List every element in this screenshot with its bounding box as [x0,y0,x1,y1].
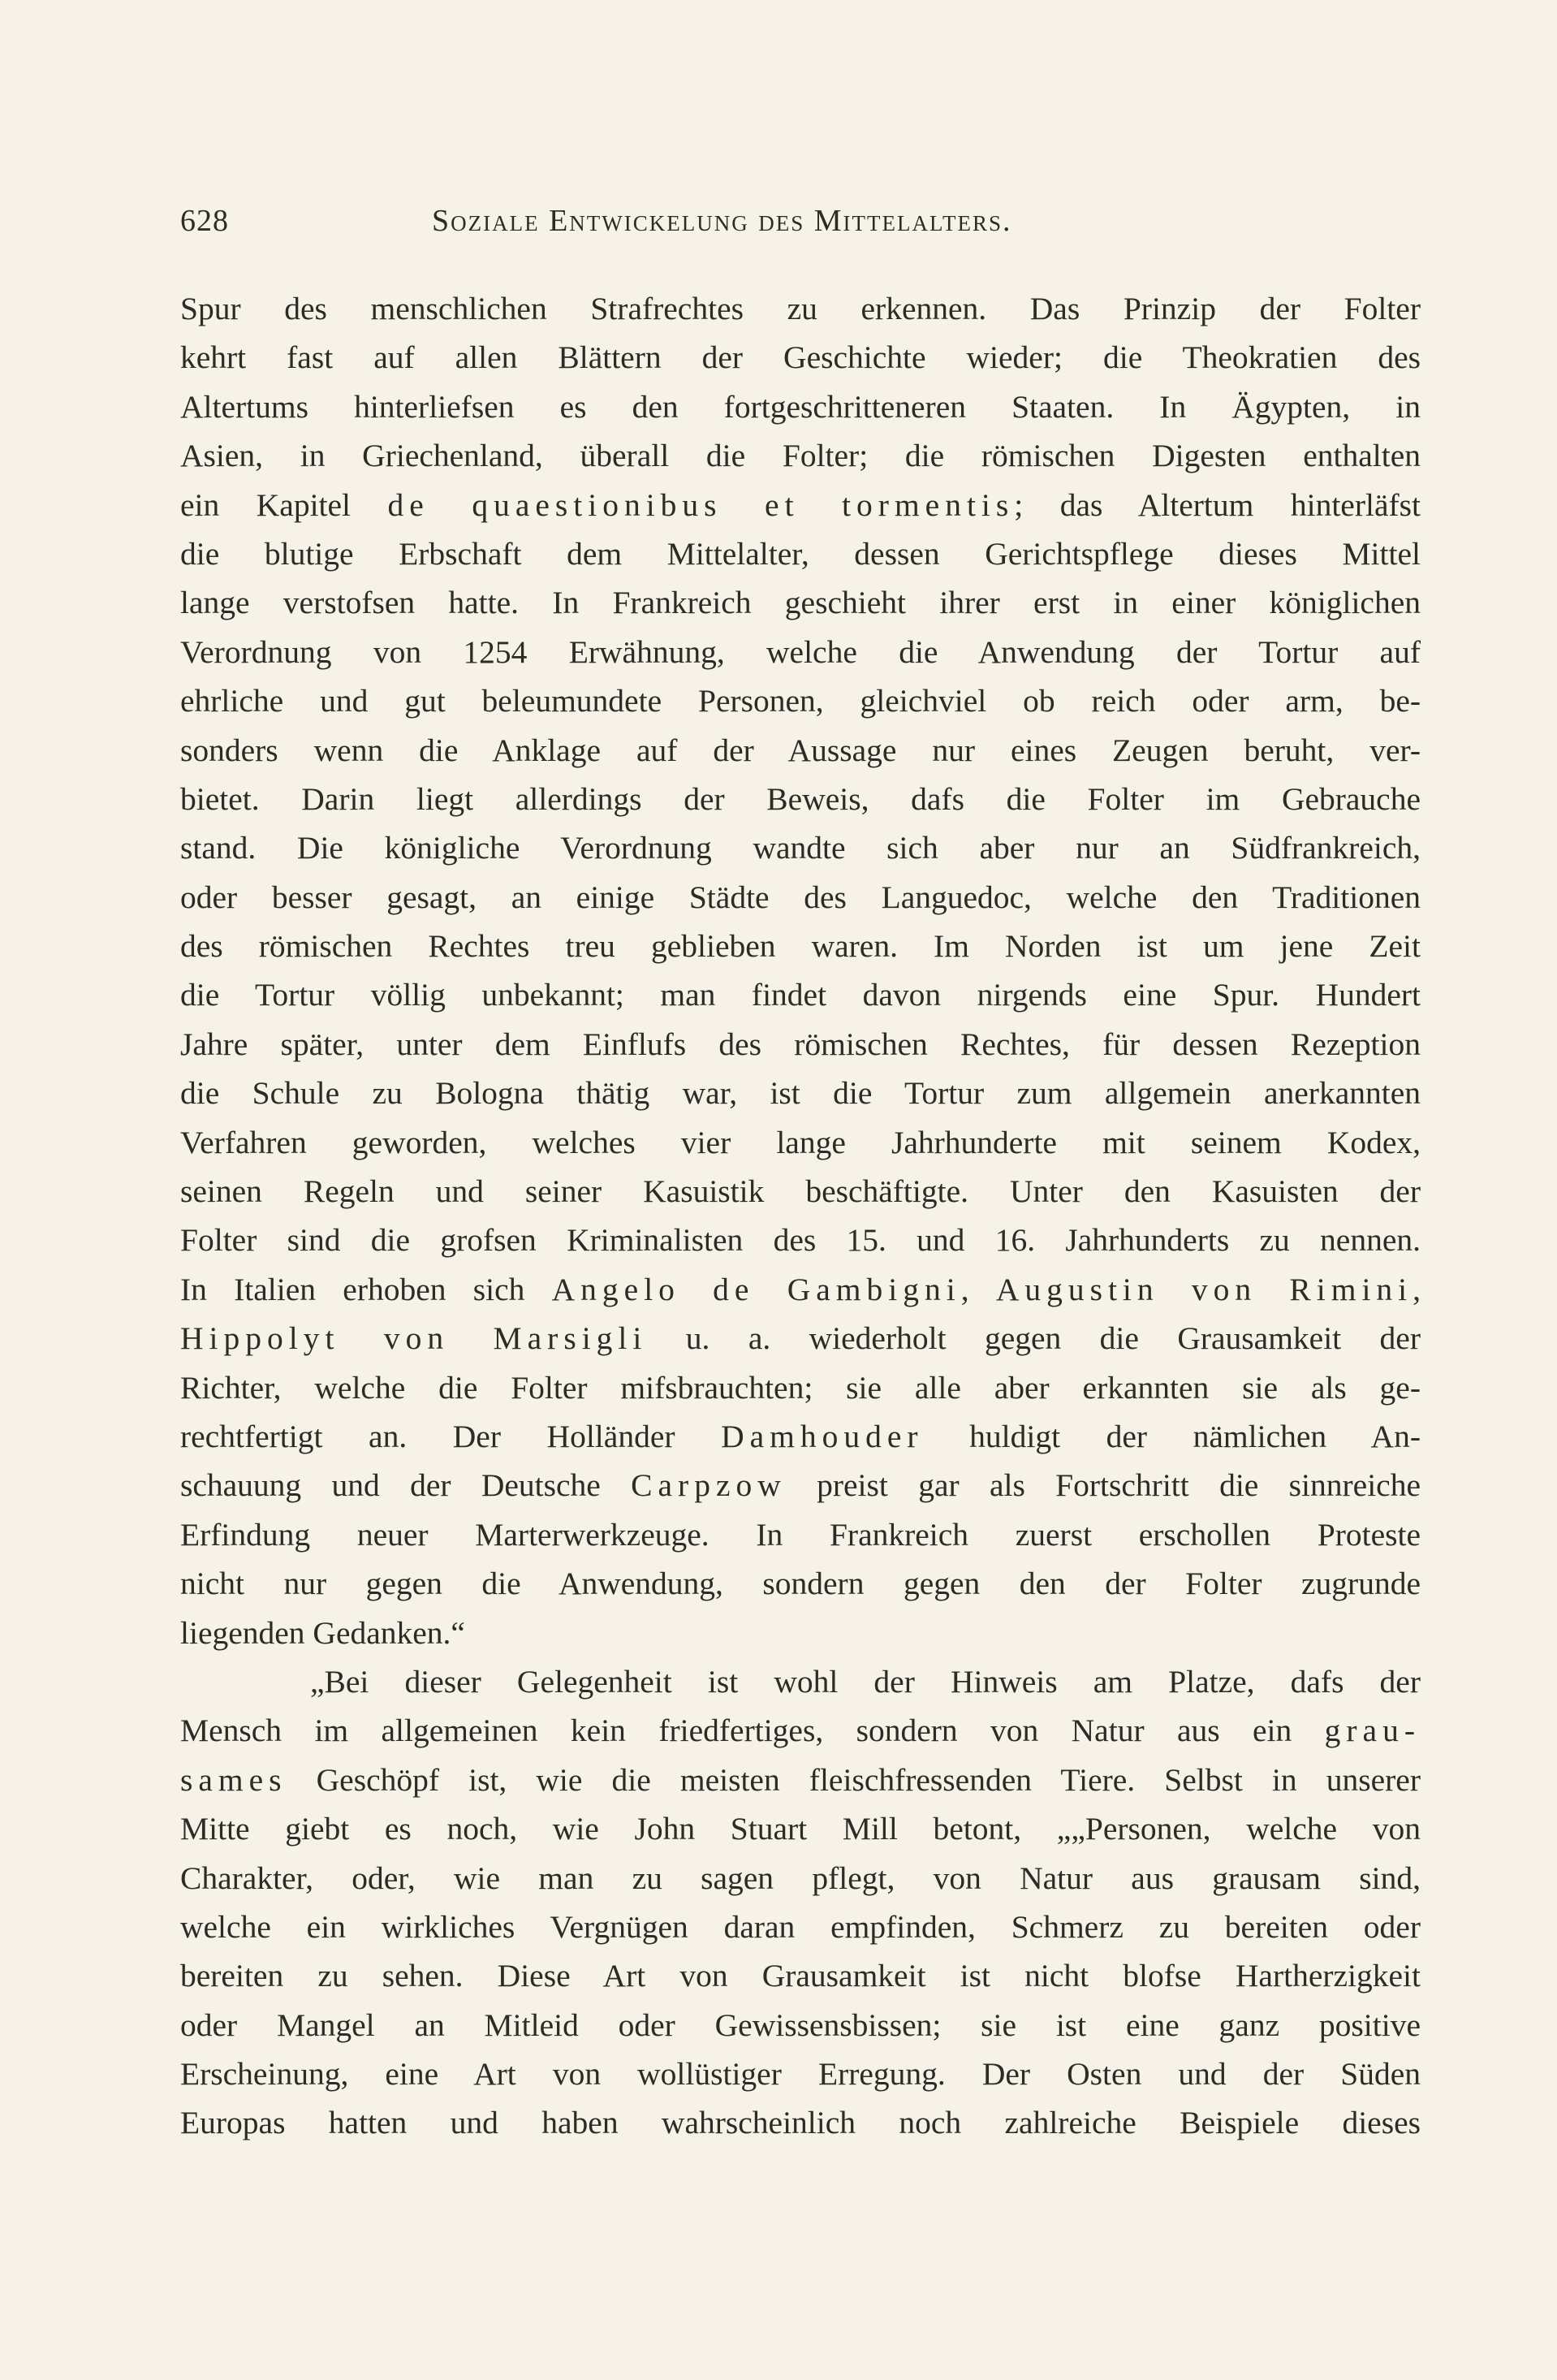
text-segment: , [1413,1271,1421,1307]
text-line [180,481,1421,529]
text-segment: Verfahren geworden, welches vier lange Jahrhunderte mit seinem Kodex, [180,1124,1421,1160]
text-segment: Mensch im allgemeinen kein friedfertiges, sondern von Natur aus ein [180,1713,1325,1749]
text-line [180,676,1421,725]
book-page [180,203,1421,2148]
text-line [180,726,1421,775]
text-segment: Europas hatten und haben wahrscheinlich noch zahlreiche Beispiele dieses [180,2105,1421,2141]
text-line [180,1854,1421,1903]
text-segment: huldigt der nämlichen An- [923,1418,1421,1454]
page-header [180,203,1421,252]
text-line [180,922,1421,970]
text-line [180,1804,1421,1853]
text-segment: u. a. wiederholt gegen die Grausamkeit der [647,1320,1421,1357]
text-segment: Richter, welche die Folter mifsbrauchten; sie alle aber erkannten sie als ge- [180,1369,1421,1406]
spaced-text: grau- [1324,1713,1421,1749]
text-line [180,823,1421,872]
text-segment: Geschöpf ist, wie die meisten fleischfressenden Tiere. Selbst in unserer [287,1761,1421,1798]
text-segment: Asien, in Griechenland, überall die Folter; die römischen Digesten enthalten [180,438,1421,474]
text-segment: des römischen Rechtes treu geblieben waren. Im Norden ist um jene Zeit [180,928,1421,965]
text-segment: ; das Altertum hinterläfst [1014,486,1421,523]
text-segment: oder besser gesagt, an einige Städte des Languedoc, welche den Traditionen [180,879,1421,915]
text-line [180,431,1421,480]
text-line [180,529,1421,578]
text-line [180,1756,1421,1804]
text-segment: Verordnung von 1254 Erwähnung, welche die Anwendung der Tortur auf [180,633,1421,670]
text-segment: kehrt fast auf allen Blättern der Geschichte wieder; die Theokratien des [180,339,1421,376]
text-line [180,2050,1421,2098]
text-segment: Erscheinung, eine Art von wollüstiger Erregung. Der Osten und der Süden [180,2056,1421,2093]
page-number: 628 [180,204,229,238]
text-line [180,1118,1421,1167]
text-segment: „Bei dieser Gelegenheit ist wohl der Hinweis am Platze, dafs der [310,1663,1421,1700]
text-line [180,1412,1421,1461]
spaced-text: Damhouder [721,1418,924,1454]
spaced-text: Hippolyt von Marsigli [180,1320,648,1357]
text-segment: lange verstofsen hatte. In Frankreich geschieht ihrer erst in einer königlichen [180,585,1421,621]
text-segment: ein Kapitel [180,486,388,523]
text-line [180,628,1421,676]
text-segment: bietet. Darin liegt allerdings der Beweis, dafs die Folter im Gebrauche [180,780,1421,817]
text-line [180,1657,1421,1706]
text-line [180,1609,1421,1657]
text-segment: die Schule zu Bologna thätig war, ist die Tortur zum allgemein anerkannten [180,1075,1421,1112]
text-line [180,1559,1421,1608]
text-line [180,2098,1421,2147]
text-line [180,1020,1421,1069]
text-line [180,1265,1421,1314]
text-line [180,1069,1421,1117]
text-segment: bereiten zu sehen. Diese Art von Grausamkeit ist nicht blofse Hartherzigkeit [180,1958,1421,1994]
text-line [180,1461,1421,1510]
text-line [180,578,1421,627]
text-line [180,1903,1421,1951]
text-segment: die Tortur völlig unbekannt; man findet davon nirgends eine Spur. Hundert [180,977,1421,1013]
text-segment: seinen Regeln und seiner Kasuistik beschäftigte. Unter den Kasuisten der [180,1173,1421,1210]
running-head: Soziale Entwickelung des Mittelalters. [432,204,1012,238]
text-line [180,1216,1421,1264]
text-segment: , [960,1271,996,1307]
text-line [180,1510,1421,1559]
text-segment: liegenden Gedanken.“ [180,1614,465,1651]
text-segment: Charakter, oder, wie man zu sagen pflegt, von Natur aus grausam sind, [180,1860,1421,1896]
text-segment: rechtfertigt an. Der Holländer [180,1418,722,1454]
text-line [180,1951,1421,2000]
text-segment: stand. Die königliche Verordnung wandte sich aber nur an Südfrankreich, [180,830,1421,866]
text-segment: die blutige Erbschaft dem Mittelalter, dessen Gerichtspflege dieses Mittel [180,535,1421,572]
text-segment: preist gar als Fortschritt die sinnreiche [786,1467,1421,1504]
text-line [180,1706,1421,1755]
text-segment: sonders wenn die Anklage auf der Aussage nur eines Zeugen beruht, ver- [180,732,1421,768]
text-segment: Altertums hinterliefsen es den fortgeschritteneren Staaten. In Ägypten, in [180,388,1421,425]
text-line [180,1314,1421,1363]
text-line [180,1167,1421,1216]
text-line [180,1363,1421,1412]
text-line [180,382,1421,431]
text-line [180,775,1421,823]
text-segment: schauung und der Deutsche [180,1467,632,1504]
text-line [180,284,1421,333]
text-segment: welche ein wirkliches Vergnügen daran empfinden, Schmerz zu bereiten oder [180,1908,1421,1945]
text-line [180,2001,1421,2050]
spaced-text: sames [180,1761,287,1798]
text-segment: oder Mangel an Mitleid oder Gewissensbissen; sie ist eine ganz positive [180,2006,1421,2043]
text-line [180,970,1421,1019]
text-segment: In Italien erhoben sich [180,1271,552,1307]
text-segment: Jahre später, unter dem Einflufs des römischen Rechtes, für dessen Rezeption [180,1026,1421,1062]
spaced-text: Carpzow [631,1467,787,1504]
body-text [180,284,1421,2148]
spaced-text: Augustin von Rimini [995,1271,1413,1307]
spaced-text: de quaestionibus et tormentis [387,486,1015,523]
spaced-text: Angelo de Gambigni [551,1271,961,1307]
text-line [180,873,1421,922]
text-line [180,333,1421,382]
text-segment: nicht nur gegen die Anwendung, sondern gegen den der Folter zugrunde [180,1566,1421,1602]
text-segment: ehrliche und gut beleumundete Personen, gleichviel ob reich oder arm, be- [180,683,1421,719]
text-segment: Folter sind die grofsen Kriminalisten des 15. und 16. Jahrhunderts zu nennen. [180,1222,1421,1259]
text-segment: Spur des menschlichen Strafrechtes zu erkennen. Das Prinzip der Folter [180,291,1421,326]
text-segment: Mitte giebt es noch, wie John Stuart Mill betont, „„Personen, welche von [180,1811,1421,1847]
text-segment: Erfindung neuer Marterwerkzeuge. In Frankreich zuerst erschollen Proteste [180,1516,1421,1553]
